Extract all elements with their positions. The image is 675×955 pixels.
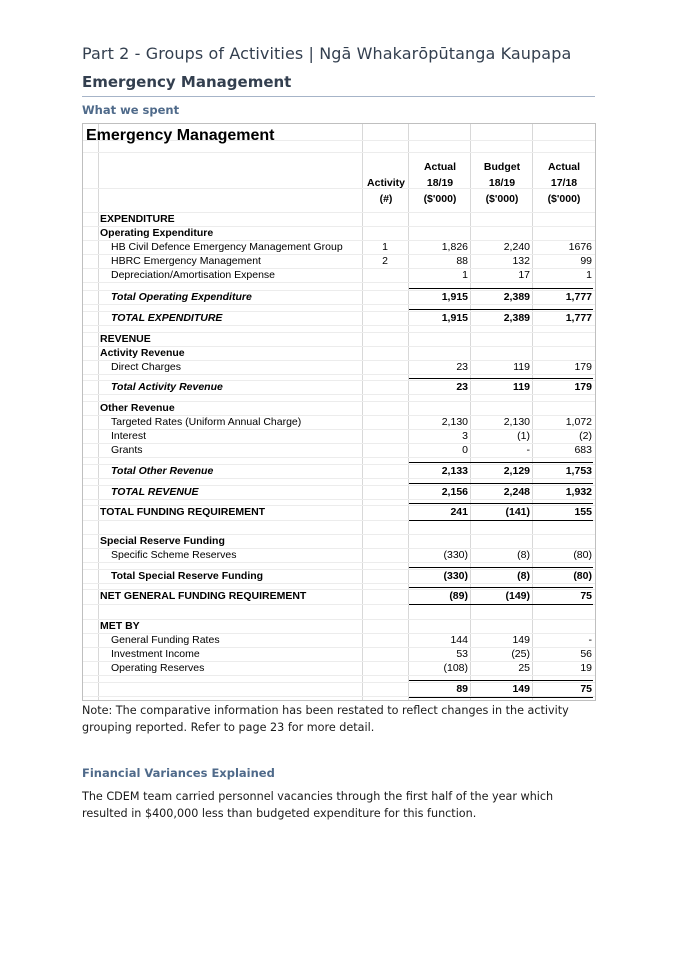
total-rule bbox=[409, 309, 593, 310]
cell-value: 179 bbox=[574, 381, 592, 393]
table-row bbox=[83, 240, 595, 254]
table-row bbox=[83, 505, 595, 519]
row-label: Direct Charges bbox=[111, 361, 182, 373]
grid-line bbox=[83, 282, 595, 283]
column-header-line: ($'000) bbox=[423, 193, 457, 205]
row-label: TOTAL EXPENDITURE bbox=[111, 312, 223, 324]
cell-value: 2,133 bbox=[441, 465, 468, 477]
title-underline bbox=[82, 96, 595, 97]
total-rule bbox=[409, 378, 593, 379]
row-label: Operating Expenditure bbox=[100, 227, 214, 239]
cell-value: 89 bbox=[456, 683, 468, 695]
row-label: Targeted Rates (Uniform Annual Charge) bbox=[111, 416, 302, 428]
cell-value: (330) bbox=[443, 570, 468, 582]
table-row bbox=[83, 619, 595, 633]
cell-value: 683 bbox=[574, 444, 592, 456]
table-row bbox=[83, 485, 595, 499]
row-label: TOTAL FUNDING REQUIREMENT bbox=[100, 506, 266, 518]
grid-line bbox=[83, 152, 595, 153]
total-rule bbox=[409, 483, 593, 484]
cell-value: 132 bbox=[512, 255, 530, 267]
total-rule bbox=[409, 567, 593, 568]
table-row bbox=[83, 360, 595, 374]
row-label: Total Operating Expenditure bbox=[111, 291, 252, 303]
total-rule bbox=[409, 587, 593, 588]
cell-value: (149) bbox=[505, 590, 530, 602]
table-row bbox=[83, 682, 595, 696]
grid-line bbox=[83, 304, 595, 305]
column-header-line: Activity bbox=[367, 177, 405, 189]
grid-line bbox=[83, 478, 595, 479]
subsection-heading: What we spent bbox=[82, 103, 180, 117]
row-label: TOTAL REVENUE bbox=[111, 486, 199, 498]
column-header-line: 18/19 bbox=[426, 177, 454, 189]
row-label: Total Special Reserve Funding bbox=[111, 570, 264, 582]
row-label: Specific Scheme Reserves bbox=[111, 549, 237, 561]
cell-value: 75 bbox=[580, 683, 592, 695]
column-header-line: ($'000) bbox=[547, 193, 581, 205]
cell-value: (25) bbox=[511, 648, 530, 660]
cell-value: 1,932 bbox=[565, 486, 592, 498]
cell-value: 23 bbox=[456, 381, 468, 393]
column-header-line: 17/18 bbox=[550, 177, 578, 189]
cell-value: 241 bbox=[450, 506, 468, 518]
row-label: NET GENERAL FUNDING REQUIREMENT bbox=[100, 590, 307, 602]
grid-line bbox=[83, 499, 595, 500]
cell-value: 2,248 bbox=[503, 486, 530, 498]
variances-heading: Financial Variances Explained bbox=[82, 766, 275, 780]
cell-value: 88 bbox=[456, 255, 468, 267]
table-row bbox=[83, 254, 595, 268]
cell-value: 53 bbox=[456, 648, 468, 660]
total-rule bbox=[409, 680, 593, 681]
cell-value: 0 bbox=[462, 444, 468, 456]
table-row bbox=[83, 212, 595, 226]
table-row bbox=[83, 661, 595, 675]
cell-value: 1,826 bbox=[441, 241, 468, 253]
cell-value: (80) bbox=[573, 549, 592, 561]
cell-value: - bbox=[588, 634, 592, 646]
row-label: HB Civil Defence Emergency Management Group bbox=[111, 241, 343, 253]
cell-value: 1,753 bbox=[565, 465, 592, 477]
column-header-actual-1819 bbox=[410, 159, 470, 207]
table-row bbox=[83, 311, 595, 325]
cell-value: 155 bbox=[574, 506, 592, 518]
table-row bbox=[83, 332, 595, 346]
cell-value: (2) bbox=[579, 430, 592, 442]
column-header-line: Actual bbox=[423, 161, 457, 173]
cell-value: 1,777 bbox=[565, 312, 592, 324]
cell-value: 179 bbox=[574, 361, 592, 373]
row-label: Special Reserve Funding bbox=[100, 535, 225, 547]
cell-value: 149 bbox=[512, 683, 530, 695]
cell-value: 19 bbox=[580, 662, 592, 674]
funding-impact-table bbox=[82, 123, 596, 701]
grid-line bbox=[83, 394, 595, 395]
cell-value: 56 bbox=[580, 648, 592, 660]
total-rule bbox=[409, 604, 593, 605]
cell-value: 3 bbox=[462, 430, 468, 442]
column-header-line: Actual bbox=[547, 161, 581, 173]
cell-value: 1676 bbox=[568, 241, 592, 253]
grid-line bbox=[83, 325, 595, 326]
total-rule bbox=[409, 288, 593, 289]
cell-value: 1 bbox=[462, 269, 468, 281]
grid-line bbox=[83, 457, 595, 458]
cell-value: 2,156 bbox=[441, 486, 468, 498]
row-label: Activity Revenue bbox=[100, 347, 185, 359]
row-label: REVENUE bbox=[100, 333, 151, 345]
total-rule bbox=[409, 462, 593, 463]
table-row bbox=[83, 534, 595, 548]
cell-value: (89) bbox=[449, 590, 468, 602]
row-label: Depreciation/Amortisation Expense bbox=[111, 269, 276, 281]
page-title: Emergency Management bbox=[82, 73, 292, 91]
table-row bbox=[83, 443, 595, 457]
row-label: Interest bbox=[111, 430, 147, 442]
cell-value: (8) bbox=[517, 549, 530, 561]
activity-number: 1 bbox=[382, 241, 388, 253]
cell-value: 75 bbox=[580, 590, 592, 602]
row-label: Total Activity Revenue bbox=[111, 381, 223, 393]
total-rule bbox=[409, 503, 593, 504]
cell-value: - bbox=[526, 444, 530, 456]
column-header-budget-1819 bbox=[472, 159, 532, 207]
table-row bbox=[83, 268, 595, 282]
cell-value: 1,915 bbox=[441, 312, 468, 324]
grid-line bbox=[83, 562, 595, 563]
column-header-activity bbox=[364, 175, 408, 207]
cell-value: 2,389 bbox=[503, 291, 530, 303]
row-label: HBRC Emergency Management bbox=[111, 255, 261, 267]
cell-value: (108) bbox=[443, 662, 468, 674]
table-row bbox=[83, 429, 595, 443]
row-label: Investment Income bbox=[111, 648, 200, 660]
cell-value: (330) bbox=[443, 549, 468, 561]
table-row bbox=[83, 589, 595, 603]
cell-value: (1) bbox=[517, 430, 530, 442]
table-title: Emergency Management bbox=[86, 127, 275, 144]
cell-value: 144 bbox=[450, 634, 468, 646]
table-row bbox=[83, 401, 595, 415]
table-row bbox=[83, 548, 595, 562]
cell-value: (141) bbox=[505, 506, 530, 518]
row-label: MET BY bbox=[100, 620, 140, 632]
table-row bbox=[83, 647, 595, 661]
cell-value: (80) bbox=[573, 570, 592, 582]
cell-value: 25 bbox=[518, 662, 530, 674]
table-row bbox=[83, 569, 595, 583]
table-row bbox=[83, 415, 595, 429]
column-header-line: Budget bbox=[483, 161, 521, 173]
column-header-line: ($'000) bbox=[485, 193, 519, 205]
activity-number: 2 bbox=[382, 255, 388, 267]
cell-value: 17 bbox=[518, 269, 530, 281]
row-label: Total Other Revenue bbox=[111, 465, 214, 477]
column-header-line: (#) bbox=[379, 193, 393, 205]
section-header: Part 2 - Groups of Activities | Ngā Whakarōpūtanga Kaupapa bbox=[82, 44, 572, 63]
grid-line bbox=[83, 583, 595, 584]
cell-value: 149 bbox=[512, 634, 530, 646]
cell-value: (8) bbox=[517, 570, 530, 582]
row-label: Grants bbox=[111, 444, 143, 456]
cell-value: 2,130 bbox=[441, 416, 468, 428]
cell-value: 1,915 bbox=[441, 291, 468, 303]
variances-text: The CDEM team carried personnel vacancies through the first half of the year which resulted in $400,000 less than budgeted expenditure for this function. bbox=[82, 790, 554, 820]
comparative-note: Note: The comparative information has been restated to reflect changes in the activity grouping reported. Refer to page 23 for more detail. bbox=[82, 704, 569, 734]
grid-line bbox=[83, 675, 595, 676]
table-row bbox=[83, 633, 595, 647]
row-label: Operating Reserves bbox=[111, 662, 205, 674]
cell-value: 119 bbox=[513, 381, 530, 393]
table-row bbox=[83, 346, 595, 360]
column-header-actual-1718 bbox=[534, 159, 594, 207]
cell-value: 1 bbox=[586, 269, 592, 281]
table-row bbox=[83, 226, 595, 240]
cell-value: 2,129 bbox=[503, 465, 530, 477]
cell-value: 1,072 bbox=[565, 416, 592, 428]
cell-value: 2,389 bbox=[503, 312, 530, 324]
cell-value: 99 bbox=[580, 255, 592, 267]
row-label: Other Revenue bbox=[100, 402, 175, 414]
cell-value: 2,240 bbox=[503, 241, 530, 253]
table-row bbox=[83, 464, 595, 478]
grid-line bbox=[83, 374, 595, 375]
total-rule bbox=[409, 697, 593, 698]
cell-value: 2,130 bbox=[503, 416, 530, 428]
table-row bbox=[83, 380, 595, 394]
cell-value: 23 bbox=[456, 361, 468, 373]
cell-value: 119 bbox=[513, 361, 530, 373]
row-label: EXPENDITURE bbox=[100, 213, 175, 225]
column-header-line: 18/19 bbox=[488, 177, 516, 189]
total-rule bbox=[409, 520, 593, 521]
table-row bbox=[83, 290, 595, 304]
row-label: General Funding Rates bbox=[111, 634, 220, 646]
cell-value: 1,777 bbox=[565, 291, 592, 303]
